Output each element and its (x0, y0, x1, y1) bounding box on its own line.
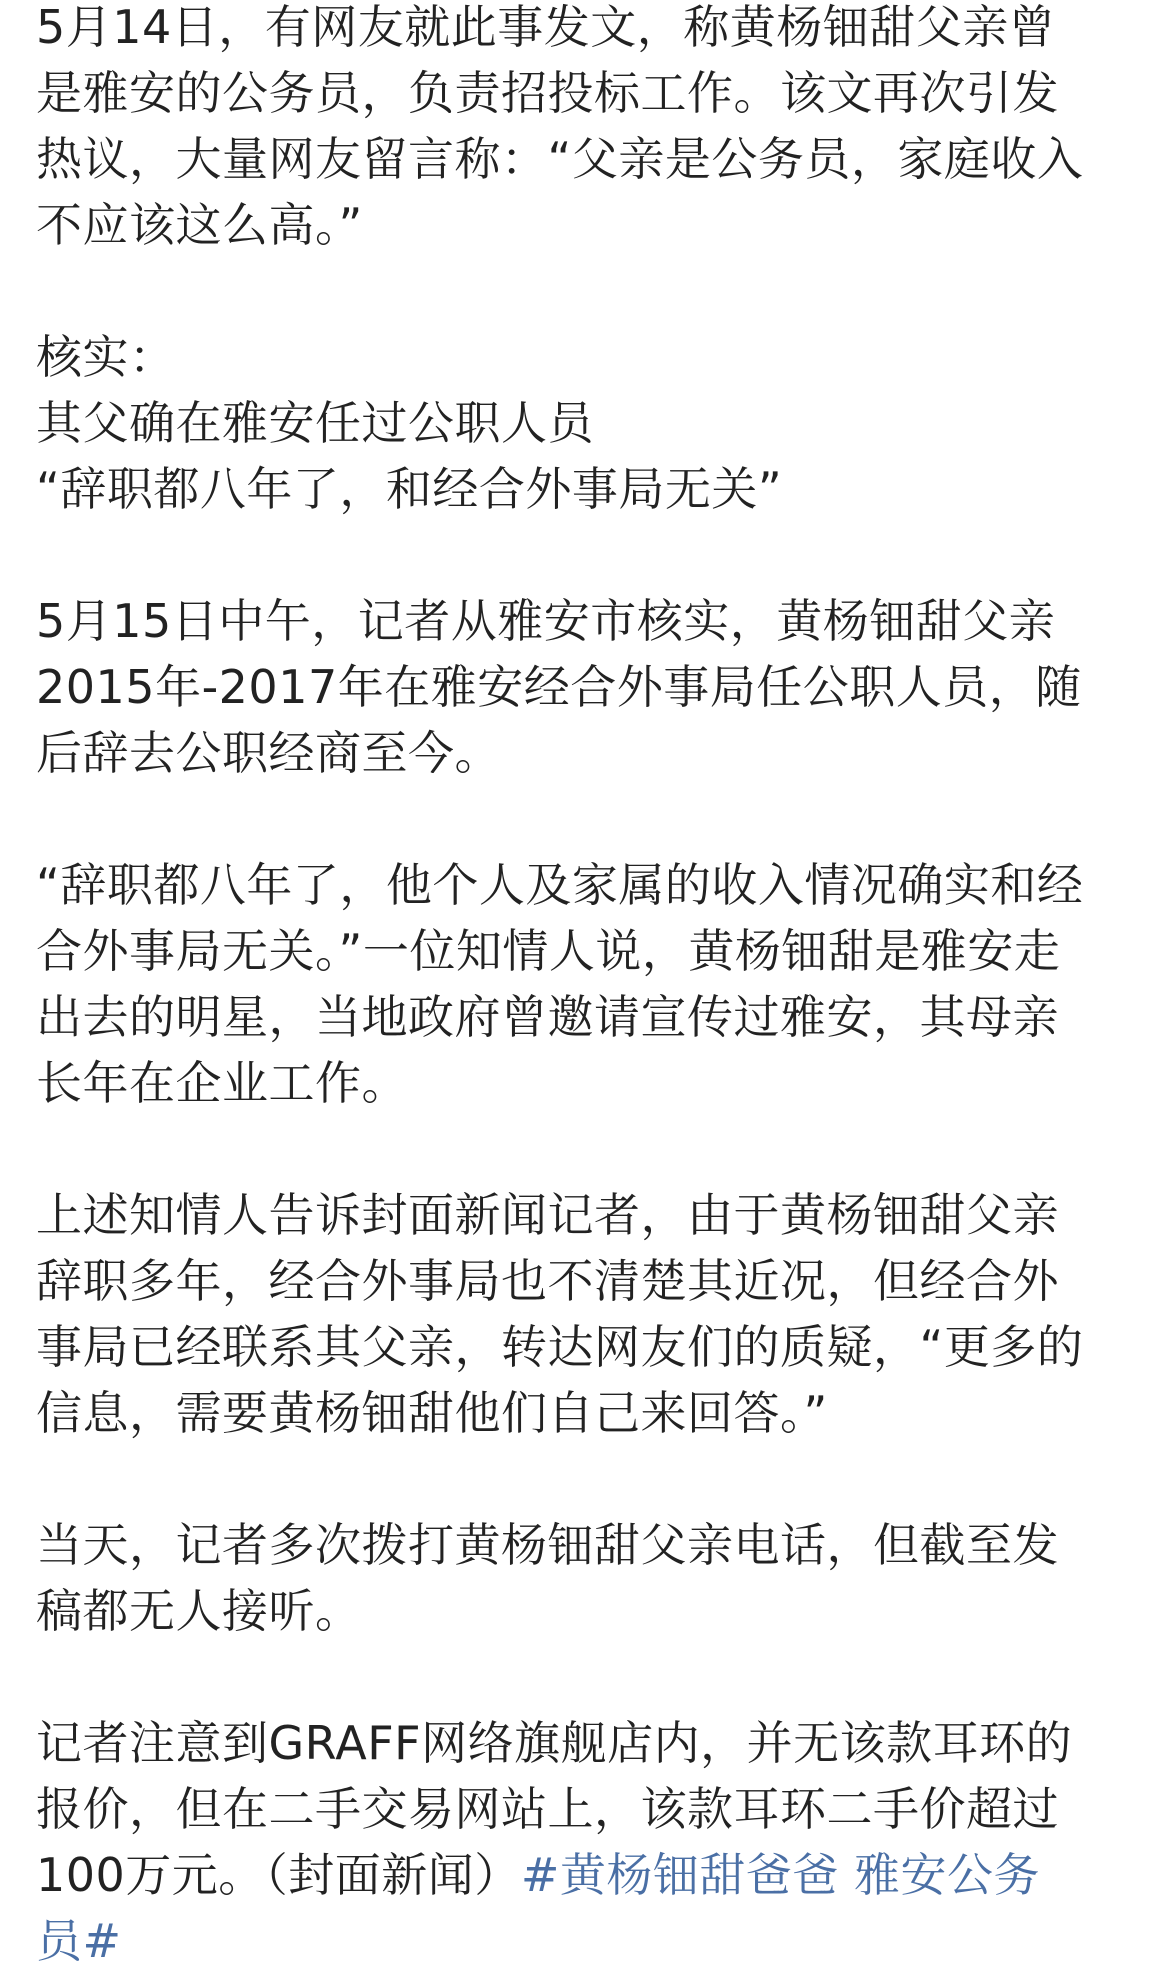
hashtag-link-continued[interactable]: 员# (36, 1914, 122, 1968)
paragraph-1 (36, 0, 1126, 258)
text-line: 合外事局无关。”一位知情人说，黄杨钿甜是雅安走 (36, 924, 1061, 978)
text-line: 其父确在雅安任过公职人员 (36, 396, 594, 450)
text-line: 当天，记者多次拨打黄杨钿甜父亲电话，但截至发 (36, 1518, 1059, 1572)
text-line: 是雅安的公务员，负责招投标工作。该文再次引发 (36, 66, 1059, 120)
text-line: 出去的明星，当地政府曾邀请宣传过雅安，其母亲 (36, 990, 1059, 1044)
text-line: 记者注意到GRAFF网络旗舰店内，并无该款耳环的 (36, 1716, 1073, 1770)
text-line: 不应该这么高。” (36, 198, 363, 252)
paragraph-3 (36, 588, 1126, 786)
paragraph-7 (36, 1710, 1126, 1974)
text-line: 长年在企业工作。 (36, 1056, 408, 1110)
text-line: 热议，大量网友留言称：“父亲是公务员，家庭收入 (36, 132, 1084, 186)
paragraph-2 (36, 324, 1126, 522)
text-line: 信息，需要黄杨钿甜他们自己来回答。” (36, 1386, 828, 1440)
text-line: “辞职都八年了，他个人及家属的收入情况确实和经 (36, 858, 1084, 912)
paragraph-5 (36, 1182, 1126, 1446)
paragraph-4 (36, 852, 1126, 1116)
post-body (36, 0, 1126, 1974)
text-line: 稿都无人接听。 (36, 1584, 362, 1638)
text-line: 核实： (36, 330, 176, 384)
hashtag-link[interactable]: #黄杨钿甜爸爸 雅安公务 (520, 1848, 1040, 1902)
source-text: 100万元。（封面新闻） (36, 1848, 521, 1902)
text-line: 辞职多年，经合外事局也不清楚其近况，但经合外 (36, 1254, 1059, 1308)
text-line (36, 1842, 1126, 1908)
text-line: 事局已经联系其父亲，转达网友们的质疑，“更多的 (36, 1320, 1084, 1374)
text-line: 2015年-2017年在雅安经合外事局任公职人员，随 (36, 660, 1082, 714)
text-line: 后辞去公职经商至今。 (36, 726, 501, 780)
text-line: 上述知情人告诉封面新闻记者，由于黄杨钿甜父亲 (36, 1188, 1059, 1242)
text-line (36, 1908, 1126, 1974)
text-line: 5月14日，有网友就此事发文，称黄杨钿甜父亲曾 (36, 0, 1056, 54)
text-line: “辞职都八年了，和经合外事局无关” (36, 462, 783, 516)
text-line: 报价，但在二手交易网站上，该款耳环二手价超过 (36, 1782, 1059, 1836)
paragraph-6 (36, 1512, 1126, 1644)
text-line: 5月15日中午，记者从雅安市核实，黄杨钿甜父亲 (36, 594, 1056, 648)
